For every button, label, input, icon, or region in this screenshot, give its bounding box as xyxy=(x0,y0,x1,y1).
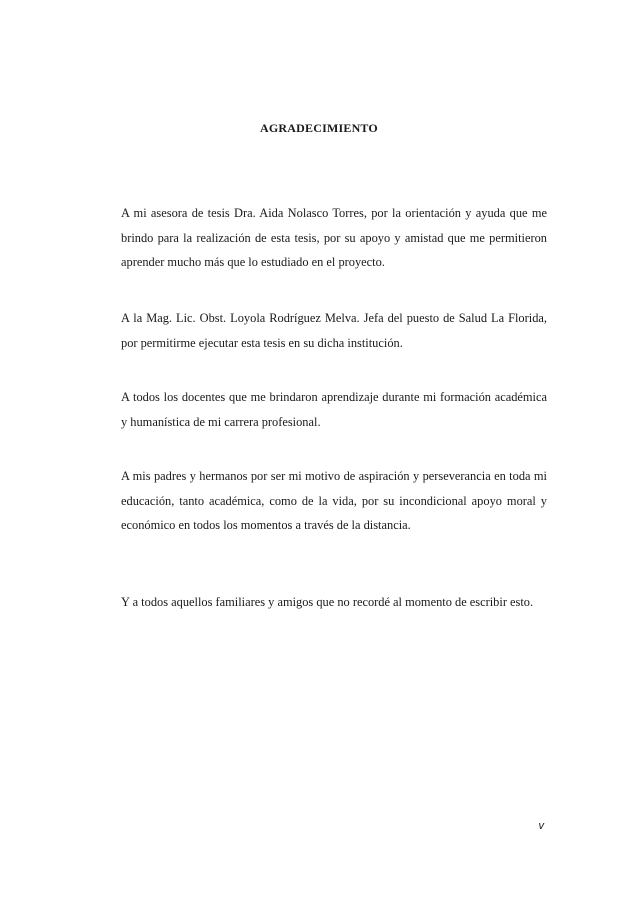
page-number: v xyxy=(538,820,544,832)
acknowledgement-paragraph-friends: Y a todos aquellos familiares y amigos que no recordé al momento de escribir esto. xyxy=(121,595,534,609)
acknowledgement-paragraph-health-post: A la Mag. Lic. Obst. Loyola Rodríguez Melva. Jefa del puesto de Salud La Florida, por permitirme ejecutar esta tesis en su dicha institución. xyxy=(121,311,547,350)
acknowledgement-paragraph-teachers: A todos los docentes que me brindaron aprendizaje durante mi formación académica y humanística de mi carrera profesional. xyxy=(121,390,547,429)
acknowledgement-paragraph-family: A mis padres y hermanos por ser mi motivo de aspiración y perseverancia en toda mi educación, tanto académica, como de la vida, por su incondicional apoyo moral y económico en todos los momentos a través de la distancia. xyxy=(121,469,547,532)
page-title: AGRADECIMIENTO xyxy=(260,121,378,135)
acknowledgement-paragraph-advisor: A mi asesora de tesis Dra. Aida Nolasco Torres, por la orientación y ayuda que me brindo para la realización de esta tesis, por su apoyo y amistad que me permitieron aprender mucho más que lo estudiado en el proyecto. xyxy=(121,206,547,269)
